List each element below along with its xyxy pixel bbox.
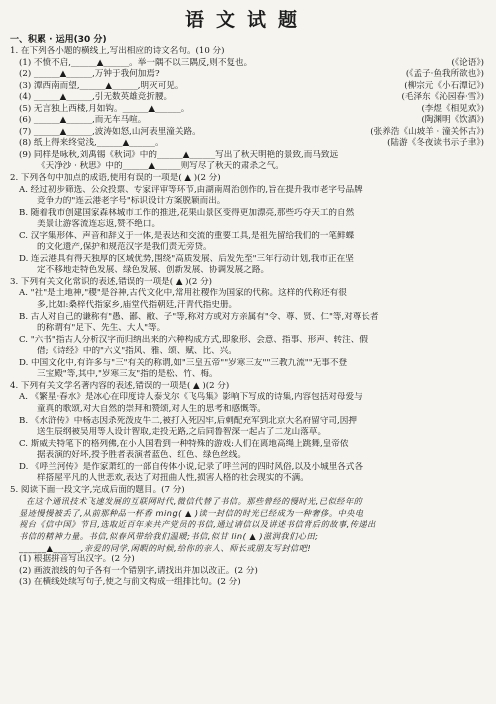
q3-option-d-line-2: 三宝殿"等,其中,"岁寒三友"指的是松、竹、梅。 [37, 369, 218, 380]
q4-option-c-line-2: 据表演的好坏,授予胜者表演者蓝色、红色、绿色丝线。 [37, 450, 246, 461]
q1-item-7-text: (7) ______▲______,波涛如怒,山河表里潼关路。 [19, 126, 201, 137]
q1-item-8-text: (8) 纸上得来终觉浅,______▲______。 [19, 138, 164, 149]
q5-passage-line-2: 显迹慢慢被丢了,从前那种品一杯香 ming( ▲ )读一封信的时光已经成为一种奢侈。中央电 [19, 507, 364, 518]
q1-item-1 [10, 58, 484, 70]
q4-option-c-line-1: C. 斯威夫特笔下的格列佛,在小人国看到一种特殊的游戏:人们在离地高绳上跳舞,皇帝依 [19, 438, 349, 449]
q1-item-7 [10, 127, 484, 139]
q4-option-a-line-1: A. 《繁星·春水》是冰心在印度诗人泰戈尔《飞鸟集》影响下写成的诗集,内容包括对母爱与 [19, 392, 363, 403]
q1-item-9-line-2: 《天净沙 · 秋思》中的______▲______则写尽了秋天的肃杀之气。 [37, 161, 284, 172]
exam-title: 语文试题 [184, 9, 309, 31]
q1-item-6 [10, 115, 484, 127]
q1-item-2-source: (《孟子·鱼我所欲也》) [405, 69, 484, 80]
q5-passage-line-4: 书信的精神力量。书信,似春风带给我们温暖;书信,似甘 lin( ▲ )滋润我们心田; [19, 530, 319, 541]
q1-item-9-line-1: (9) 同样是咏秋,刘禹锡《秋词》中的______▲______写出了秋天明艳的景致,而马致远 [19, 149, 339, 160]
q2-option-b-line-1: B. 随着我市创建国家森林城市工作的推进,花果山景区变得更加漂亮,那些巧夺天工的自然 [19, 207, 355, 218]
q5-subquestion-1: (1) 根据拼音写出汉字。(2 分) [19, 554, 135, 565]
q2-option-c-line-1: C. 汉字集形体、声音和辞义于一体,是表达和交流的重要工具,是祖先留给我们的一笔鲜蝶 [19, 230, 355, 241]
q5-passage-line-3: 视台《信中国》节目,选取近百年来共产党员的书信,通过请信以及讲述书信背后的故事,传递出 [19, 519, 376, 530]
q1-item-3 [10, 81, 484, 93]
q2-option-b-line-2: 美景让游客流连忘返,赞不绝口。 [37, 219, 161, 230]
q4-option-d-line-1: D. 《呼兰河传》是作家萧红的一部自传体小说,记录了呼兰河的四时风俗,以及小城里各式各 [19, 461, 364, 472]
q1-item-2-text: (2) ______▲______,万钟于我何加焉? [19, 69, 160, 80]
question-1-stem: 1. 在下列各小题的横线上,写出相应的诗文名句。(10 分) [10, 46, 225, 56]
q5-passage-line-1: 在这个通讯技术飞速发展的互联网时代,微信代替了书信。那些曾经的慢时光,已似经年的 [26, 496, 363, 507]
q1-item-4-text: (4) ______▲______,引无数英雄竞折腰。 [19, 92, 173, 103]
q5-passage-line-5: ______▲______,亲爱的同学,闲暇的时候,给你的亲人、师长或朋友写封信吧! [19, 542, 312, 553]
q1-item-4-source: (毛泽东《沁园春·雪》) [401, 92, 484, 103]
question-3-stem: 3. 下列有关文化常识的表述,错误的一项是( ▲ )(2 分) [10, 276, 213, 287]
q2-option-c-line-2: 的文化遗产,保护和规范汉字是我们责无旁贷。 [37, 242, 212, 253]
q2-option-a-line-2: 竞争力的"连云港老字号"标识设计方案脱颖而出。 [37, 196, 226, 207]
q3-option-d-line-1: D. 中国文化中,有许多与"三"有关的称谓,如"三皇五帝""岁寒三友""三教九流""无事不登 [19, 357, 348, 368]
q1-item-3-text: (3) 潭西南而望,______▲______,明灭可见。 [19, 80, 184, 91]
question-2-stem: 2. 下列各句中加点的成语,使用有误的一项是( ▲ )(2 分) [10, 173, 221, 184]
question-5-stem: 5. 阅读下面一段文字,完成后面的题目。(7 分) [10, 484, 185, 495]
q3-option-c-line-2: 借;《诗经》中的"六义"指风、雅、颂、赋、比、兴。 [37, 346, 237, 357]
q1-item-6-source: (陶渊明《饮酒》) [421, 115, 484, 126]
q4-option-a-line-2: 童真的歌颂,对大自然的崇拜和赞颂,对人生的思考和感慨等。 [37, 403, 266, 414]
q1-item-5-text: (5) 无言独上西楼,月如钩。______▲______。 [19, 103, 190, 114]
q3-option-b-line-1: B. 古人对自己的谦称有"愚、鄙、敝、子"等,称对方或对方亲属有"令、尊、贤、仁"等,对尊长者 [19, 311, 379, 322]
q2-option-d-line-2: 定不移地走特色发展、绿色发展、创新发展、协调发展之路。 [37, 265, 270, 276]
q1-item-1-text: (1) 不愤不启,______▲______。举一隅不以三隅反,则不复也。 [19, 57, 253, 68]
q1-item-7-source: (张养浩《山坡羊 · 潼关怀古》) [370, 126, 484, 137]
q1-item-5-source: (李煜《相见欢》) [421, 103, 484, 114]
q1-item-3-source: (柳宗元《小石潭记》) [404, 80, 484, 91]
q3-option-a-line-1: A. "社"是土地神,"稷"是谷神,古代文化中,常用社稷作为国家的代称。这样的代称还有很 [19, 288, 347, 299]
q1-item-8-source: (陆游《冬夜读书示子聿》) [387, 138, 484, 149]
q3-option-c-line-1: C. "六书"指古人分析汉字而归纳出来的六种构成方式,即象形、会意、指事、形声、转注、假 [19, 334, 368, 345]
q1-item-8 [10, 138, 484, 150]
q5-subquestion-3: (3) 在横线处续写句子,使之与前文构成一组排比句。(2 分) [19, 577, 241, 588]
q1-item-5 [10, 104, 484, 116]
question-4-stem: 4. 下列有关文学名著内容的表述,错误的一项是( ▲ )(2 分) [10, 380, 230, 391]
q1-item-1-source: (《论语》) [451, 57, 484, 68]
section-heading: 一、积累 · 运用(30 分) [10, 35, 107, 45]
q3-option-b-line-2: 的称谓有"足下、先生、大人"等。 [37, 323, 166, 334]
q3-option-a-line-2: 多,比如:桑梓代指家乡,庙堂代指朝廷,汗青代指史册。 [37, 300, 238, 311]
q2-option-d-line-1: D. 连云港具有得天独厚的区域优势,围绕"高质发展、后发先至"三年行动计划,我市正在坚 [19, 253, 354, 264]
q4-option-b-line-1: B. 《水浒传》中杨志因杀死泼皮牛二,被打入死囚牢,后刺配充军到北京大名府留守司,因押 [19, 415, 357, 426]
q1-item-4 [10, 92, 484, 104]
q1-item-2 [10, 69, 484, 81]
q5-subquestion-2: (2) 画波浪线的句子各有一个错别字,请找出并加以改正。(2 分) [19, 565, 258, 576]
q2-option-a-line-1: A. 经过初步筛选、公众投票、专家评审等环节,由湖南周治创作的,旨在提升我市老字号品牌 [19, 184, 363, 195]
q1-item-6-text: (6) ______▲______,而无车马喧。 [19, 115, 147, 126]
q4-option-d-line-2: 样搭屋平凡的人世悲欢,表达了对扭曲人性,损害人格的社会现实的不满。 [37, 473, 309, 484]
q4-option-b-line-2: 送生辰纲被吴用等人设计智取,走投无路,之后同鲁智深一起占了二龙山落草。 [37, 427, 327, 438]
